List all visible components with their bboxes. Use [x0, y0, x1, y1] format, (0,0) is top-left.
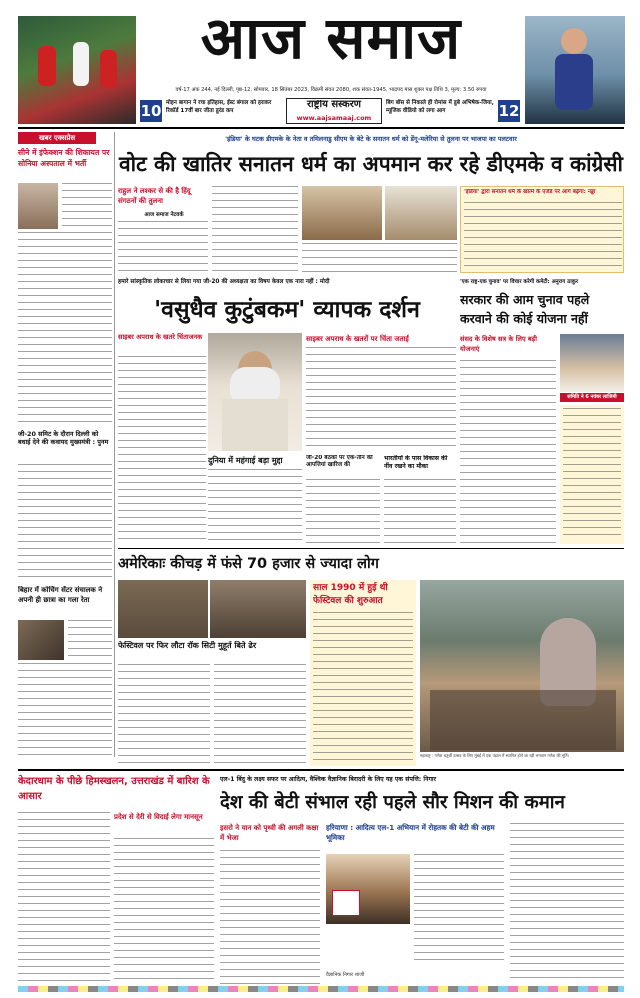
bottom-col2 — [414, 854, 504, 966]
left-story3-head[interactable]: बिहार में कोचिंग सेंटर संचालक ने अपनी ही छात्रा का गला रेता — [18, 586, 103, 604]
sonia-photo — [18, 183, 58, 229]
modi-photo — [208, 333, 302, 451]
right-teaser-page: 12 — [498, 102, 520, 120]
bottom-left-headline[interactable]: केदारधाम के पीछे हिमस्खलन, उत्तराखंड में बारिश के आसार — [18, 776, 210, 802]
right-story-headline[interactable]: सरकार की आम चुनाव पहले करवाने की कोई योजना नहीं — [460, 292, 590, 326]
nigar-photo — [326, 854, 410, 924]
bottom-kicker: इसरो ने यान को पृथ्वी की अगली कक्षा में भेजा — [220, 824, 319, 842]
left-teaser-text: मोहन बागान ने रचा इतिहास, ईस्ट बंगाल को हराकर रिकॉर्ड 17वीं बार जीता डूरंड कप — [166, 100, 272, 114]
america-photo-caption: महाराष्ट्र : गणेश चतुर्थी उत्सव के लिए मुंबई में एक पंडाल में स्थापित होने जा रही भगवान गणेश की मूर्ति। — [420, 753, 570, 758]
bottom-box-head: हरियाणा : आदित्य एल-1 अभियान में रोहतक की बेटी की अहम भूमिका — [326, 823, 495, 842]
express-label: खबर एक्सप्रेस — [18, 132, 96, 144]
left-story1-body — [18, 232, 112, 427]
g20-sub4-body — [384, 479, 456, 544]
masthead-title: आज समाज — [200, 8, 462, 72]
lead-sidebar — [460, 186, 624, 273]
america-col2 — [214, 664, 306, 766]
america-rule — [118, 548, 624, 549]
lead-col2 — [212, 186, 298, 273]
lead-kicker1: राहुल ने लश्कर से की है हिंदू संगठनों की तुलना — [118, 187, 191, 205]
lead-headline[interactable]: वोट की खातिर सनातन धर्म का अपमान कर रहे डीएमके व कांग्रेसी — [118, 152, 624, 176]
right-story-strap: 'एक राष्ट्र-एक चुनाव' पर विचार करेगी कमेटी: अनुराग ठाकुर — [460, 279, 579, 285]
left-story2-body — [18, 464, 112, 582]
bottom-strap: एल-1 बिंदु के लक्ष्य सफर पर आदित्य, वैश्विक वैज्ञानिक बिरादरी के लिए यह एक संपत्ति: निगार — [220, 776, 437, 783]
left-story1-head[interactable]: सीने में इंफेक्शन की शिकायत पर सोनिया अस्पताल में भर्ती — [18, 148, 110, 168]
masthead-photo-right — [525, 16, 625, 124]
america-sidebar-body — [313, 612, 413, 762]
g20-kicker: साइबर अपराध के खतरे चिंताजनक — [118, 333, 203, 341]
anurag-photo — [560, 334, 624, 392]
masthead-rule — [18, 127, 624, 129]
lead-byline: आज समाज नेटवर्क — [144, 212, 184, 218]
left-teaser[interactable] — [140, 98, 280, 124]
coaching-photo — [18, 620, 64, 660]
g20-sub1-body — [306, 347, 456, 451]
lead-photo-captions — [302, 243, 457, 273]
lead-sidebar-body — [464, 202, 622, 272]
lead-col1 — [118, 221, 208, 273]
left-story3-body — [18, 663, 112, 755]
bottom-left-kicker: प्रदेश से देरी से विदाई लेगा मानसून — [114, 813, 203, 821]
bottom-headline[interactable]: देश की बेटी संभाल रही पहले सौर मिशन की कमान — [220, 792, 565, 813]
bottom-col3 — [510, 823, 624, 984]
right-story-kicker: संसद के विशेष सत्र के लिए बड़ी योजनाएं — [460, 335, 537, 353]
festival-photo-2 — [210, 580, 306, 638]
left-column-divider — [114, 132, 115, 757]
registration-strip — [18, 986, 624, 992]
g20-col1 — [118, 356, 206, 544]
left-story1-text — [62, 183, 112, 229]
g20-sub2-body — [208, 469, 302, 544]
america-sub2: साल 1990 में हुई थी फेस्टिवल की शुरुआत — [313, 583, 388, 606]
g20-sub2: दुनिया में महंगाई बड़ा मुद्दा — [208, 456, 283, 465]
g20-sub3-body — [306, 479, 380, 544]
lead-photo-1 — [302, 186, 382, 240]
right-story-box-body — [563, 408, 621, 541]
ganesha-photo — [420, 580, 624, 752]
topline: 'इंडिया' के घटक डीएमके के नेता व तमिलनाडु सीएम के बेटे के सनातन धर्म को डेंगू-मलेरिया से तुलना पर भाजपा का पलटवार — [225, 135, 517, 143]
g20-sub4: भारतीयों के पास विकास की नींव रखने का मौका — [384, 455, 448, 470]
masthead-dateline: वर्ष-17 अंक 244, नई दिल्ली, पृष्ठ-12, सोमवार, 18 सितंबर 2023, विक्रमी संवत 2080, शक संवत-1945, भाद्रपद मास शुक्ल पक्ष तिथि 3, मूल्य: 3.50 रुपया — [175, 87, 487, 93]
edition-box — [286, 98, 382, 124]
america-headline[interactable]: अमेरिकाः कीचड़ में फंसे 70 हजार से ज्यादा लोग — [118, 556, 379, 572]
bottom-rule — [18, 769, 624, 771]
g20-headline[interactable]: 'वसुधैव कुटुंबकम' व्यापक दर्शन — [154, 297, 420, 323]
lead-photo-2 — [385, 186, 457, 240]
lead-sidebar-head[interactable]: 'इंडिया' द्वारा सनातन धर्म के खात्मे के एजेंडे पर आगे बढ़ेगा: नड्डा — [464, 189, 596, 195]
website[interactable]: www.aajsamaaj.com — [296, 114, 372, 122]
bottom-col1 — [220, 850, 320, 984]
right-teaser-text: बिग बॉस से निकाले ही रोमांस में डूबे अभिषेक-जिया, म्यूजिक वीडियो को लगा आग — [386, 100, 494, 114]
bottom-left-col1 — [18, 812, 110, 984]
masthead-photo-left — [18, 16, 136, 124]
right-story-caption: समिति ने 6 नवंबर लाजिमी — [560, 393, 624, 402]
right-story-col1 — [460, 360, 556, 544]
edition-label: राष्ट्रीय संस्करण — [306, 100, 362, 110]
left-story2-head[interactable]: जी-20 समिट के दौरान दिल्ली को बधाई देने की कवायद मुख्यमंत्री : पुनम — [18, 430, 109, 447]
g20-sub3: जी-20 बैठकों पर एक-तीन की आपत्तियां खारिज की — [306, 455, 373, 469]
right-teaser[interactable] — [386, 98, 522, 124]
left-teaser-page: 10 — [140, 102, 162, 120]
america-sidebar — [310, 580, 416, 766]
g20-strap: हमारे सांस्कृतिक लोकाचार से लिया गया जी-20 की अध्यक्षता का विषय केवल एक नारा नहीं : मोदी — [118, 279, 330, 285]
g20-sub1: साइबर अपराध के खतरों पर चिंता जताई — [306, 335, 409, 343]
bottom-caption: वैज्ञानिक निगार शाजी — [326, 972, 365, 978]
bottom-left-col2 — [114, 838, 214, 984]
left-story3-text — [68, 620, 112, 660]
america-sub1: फेस्टिवल पर फिर लौटा रॉक सिटी मुहूर्त बिते ढेर — [118, 641, 257, 650]
festival-photo-1 — [118, 580, 208, 638]
right-story-box — [560, 405, 624, 544]
america-col1 — [118, 664, 210, 766]
